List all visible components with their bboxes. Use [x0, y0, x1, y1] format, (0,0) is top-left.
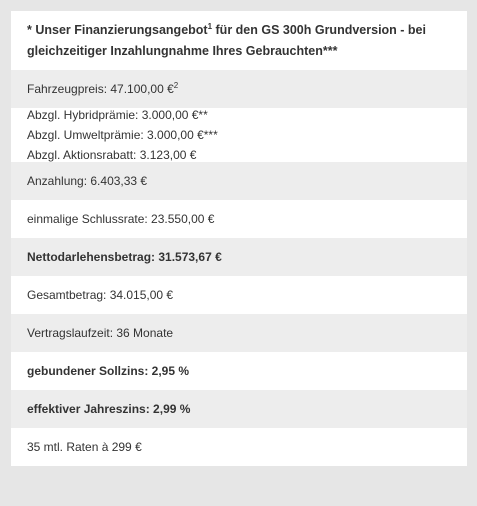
down-payment: Anzahlung: 6.403,33 € — [27, 174, 148, 188]
footnote-marker: 1 — [207, 21, 213, 31]
vehicle-price-row — [11, 70, 467, 108]
vehicle-price-label: Fahrzeugpreis: 47.100,00 € — [27, 82, 174, 96]
down-payment-row — [11, 162, 467, 200]
effective-interest-row — [11, 390, 467, 428]
total-amount-row — [11, 276, 467, 314]
offer-header-line-2: gleichzeitiger Inzahlungnahme Ihres Gebrauchten*** — [27, 43, 338, 58]
environment-bonus: Abzgl. Umweltprämie: 3.000,00 €*** — [27, 128, 218, 142]
fixed-interest-row — [11, 352, 467, 390]
offer-header — [11, 11, 467, 70]
promotion-discount: Abzgl. Aktionsrabatt: 3.123,00 € — [27, 148, 197, 162]
offer-header-line-1 — [27, 20, 451, 41]
vehicle-price — [27, 80, 451, 98]
hybrid-bonus: Abzgl. Hybridprämie: 3.000,00 €** — [27, 108, 208, 122]
monthly-installments: 35 mtl. Raten à 299 € — [27, 440, 142, 454]
net-loan-amount: Nettodarlehensbetrag: 31.573,67 € — [27, 250, 222, 264]
contract-term: Vertragslaufzeit: 36 Monate — [27, 326, 174, 340]
contract-term-row — [11, 314, 467, 352]
net-loan-row — [11, 238, 467, 276]
final-installment-row — [11, 200, 467, 238]
reductions-row — [11, 108, 467, 162]
footnote-marker: 2 — [173, 81, 179, 90]
offer-header-prefix: * Unser Finanzierungsangebot — [27, 22, 208, 37]
final-installment: einmalige Schlussrate: 23.550,00 € — [27, 212, 215, 226]
monthly-installments-row — [11, 428, 467, 466]
fixed-interest-rate: gebundener Sollzins: 2,95 % — [27, 364, 190, 378]
effective-annual-rate: effektiver Jahreszins: 2,99 % — [27, 402, 191, 416]
total-amount: Gesamtbetrag: 34.015,00 € — [27, 288, 174, 302]
financing-offer-panel — [11, 11, 467, 466]
offer-header-suffix: für den GS 300h Grundversion - bei — [212, 22, 426, 37]
